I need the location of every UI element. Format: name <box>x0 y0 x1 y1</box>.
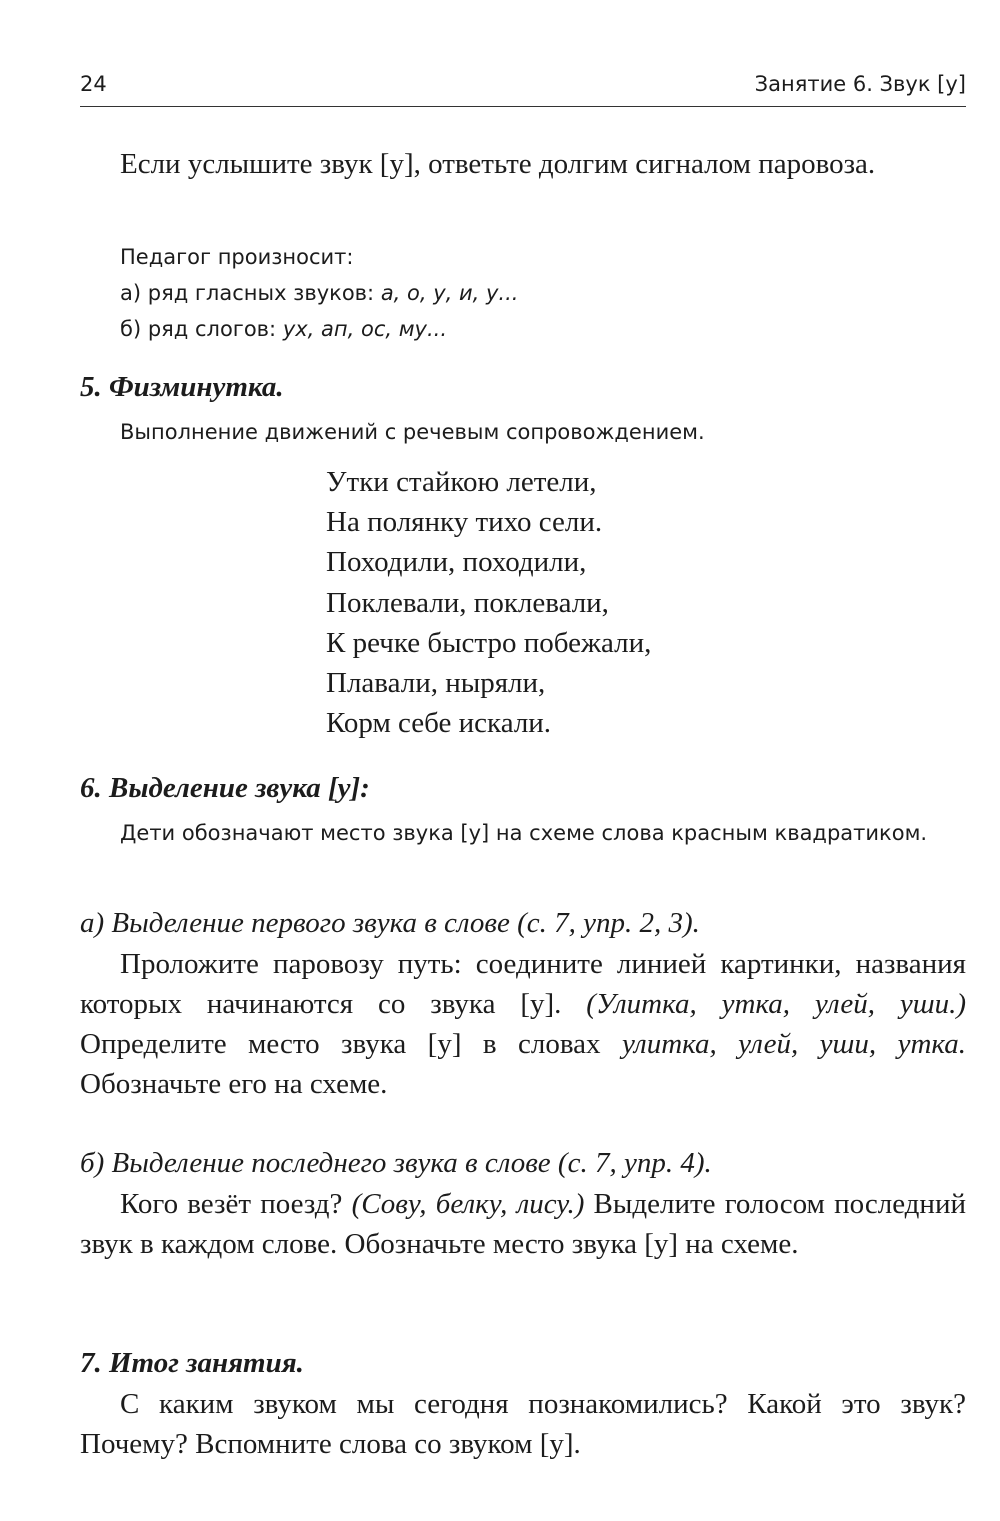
subsection-b-paragraph <box>80 1184 966 1264</box>
item-b-label: б) ряд слогов: <box>120 317 283 341</box>
intro-paragraph: Если услышите звук [у], ответьте долгим сигналом паровоза. <box>120 148 876 180</box>
poem-line: Корм себе искали. <box>326 707 552 740</box>
teacher-note <box>80 239 966 347</box>
header-divider <box>80 106 966 107</box>
poem-line: К речке быстро побежали, <box>326 626 652 659</box>
chapter-title: Занятие 6. Звук [у] <box>754 72 966 96</box>
running-header <box>80 72 966 106</box>
teacher-note-line: Педагог произносит: <box>120 245 354 269</box>
poem-line: Поклевали, поклевали, <box>326 586 609 619</box>
para-italic: (Улитка, утка, улей, уши.) <box>586 988 966 1020</box>
page-number: 24 <box>80 72 107 96</box>
para-text: Проложите паровозу путь: соедините линией картинки, названия которых начинаются со звука [у]. <box>80 948 966 1020</box>
section-7-paragraph: С каким звуком мы сегодня познакомились? Какой это звук? Почему? Вспомните слова со звуком [у]. <box>80 1388 966 1460</box>
section-title: Выделение звука [у]: <box>109 772 370 804</box>
section-5-heading <box>80 367 966 407</box>
poem-line: Утки стайкою летели, <box>326 466 597 498</box>
para-text: Выделите голосом последний звук в каждом слове. Обозначьте место звука [у] на схеме. <box>80 1188 966 1260</box>
para-italic: (Сову, белку, лису.) <box>351 1188 585 1220</box>
poem-line: Плавали, ныряли, <box>326 667 546 700</box>
para-text: Обозначьте его на схеме. <box>80 1068 388 1100</box>
poem <box>326 462 651 743</box>
poem-line: Походили, походили, <box>326 546 587 579</box>
subsection-b-heading: б) Выделение последнего звука в слове (с. 7, упр. 4). <box>80 1147 712 1179</box>
poem-line: На полянку тихо сели. <box>326 506 603 539</box>
para-italic: улитка, улей, уши, утка. <box>621 1028 967 1060</box>
item-b-syllables: ух, ап, ос, му... <box>282 317 448 341</box>
para-text: Кого везёт поезд? <box>120 1188 352 1220</box>
para-text: Определите место звука [у] в словах <box>80 1028 622 1060</box>
teacher-note-item-b <box>120 311 966 347</box>
section-5-note: Выполнение движений с речевым сопровождением. <box>120 420 705 444</box>
section-title: Физминутка. <box>109 371 284 403</box>
subsection-a-heading: а) Выделение первого звука в слове (с. 7, упр. 2, 3). <box>80 907 700 939</box>
section-number: 6. <box>80 772 102 804</box>
section-6-note: Дети обозначают место звука [у] на схеме слова красным квадратиком. <box>120 821 928 845</box>
teacher-note-item-a <box>120 275 966 311</box>
section-number: 5. <box>80 371 102 403</box>
section-7-heading: 7. Итог занятия. <box>80 1347 304 1379</box>
subsection-a-paragraph <box>80 944 966 1104</box>
section-6-heading <box>80 768 966 808</box>
item-a-label: а) ряд гласных звуков: <box>120 281 381 305</box>
item-a-sounds: а, о, у, и, у... <box>380 281 519 305</box>
